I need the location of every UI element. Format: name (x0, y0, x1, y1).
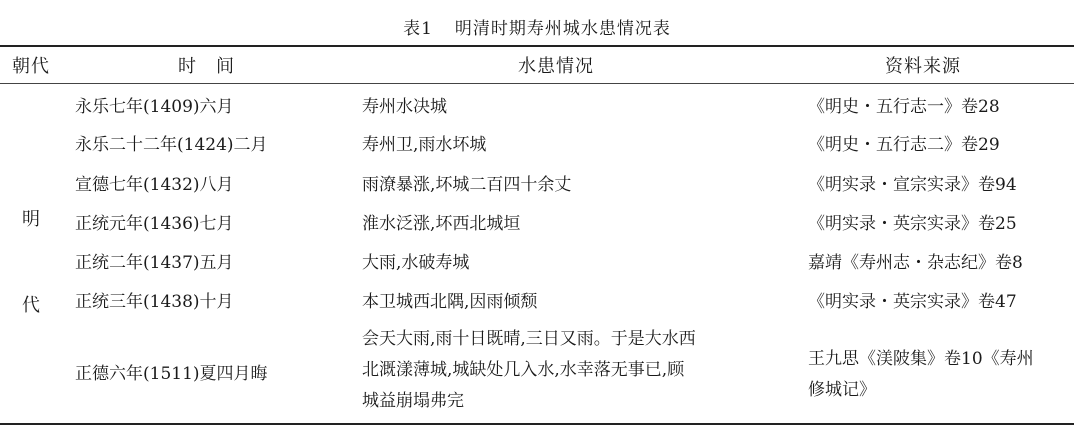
row-1-situation: 寿州卫,雨水坏城 (362, 135, 487, 155)
header-time: 时 间 (178, 56, 235, 77)
dynasty-char-1: 明 (22, 209, 40, 230)
row-4-situation: 大雨,水破寿城 (362, 253, 470, 273)
row-0-time: 永乐七年(1409)六月 (75, 97, 234, 117)
row-2-situation: 雨潦暴涨,坏城二百四十余丈 (362, 175, 572, 195)
row-2-source: 《明实录・宣宗实录》卷94 (808, 175, 1017, 195)
top-rule (0, 45, 1074, 47)
row-4-time: 正统二年(1437)五月 (75, 253, 234, 273)
row-3-situation: 淮水泛涨,坏西北城垣 (362, 214, 521, 234)
row-6-situation-line-1: 会天大雨,雨十日既晴,三日又雨。于是大水西 (362, 329, 696, 349)
row-6-situation-line-2: 北溉漾薄城,城缺处几入水,水幸落无事已,顾 (362, 360, 685, 380)
table-number: 表1 (403, 19, 433, 39)
row-6-time: 正德六年(1511)夏四月晦 (75, 364, 268, 384)
header-rule (0, 83, 1074, 84)
dynasty-char-2: 代 (22, 295, 40, 316)
row-6-source-line-1: 王九思《渼陂集》卷10《寿州 (808, 349, 1034, 369)
row-6-situation (362, 324, 802, 417)
row-0-source: 《明史・五行志一》卷28 (808, 97, 1000, 117)
table-title: 明清时期寿州城水患情况表 (454, 19, 671, 39)
header-situation: 水患情况 (518, 56, 594, 77)
row-1-time: 永乐二十二年(1424)二月 (75, 135, 268, 155)
table-caption (0, 14, 1074, 39)
row-3-time: 正统元年(1436)七月 (75, 214, 234, 234)
row-0-situation: 寿州水决城 (362, 97, 447, 117)
row-3-source: 《明实录・英宗实录》卷25 (808, 214, 1017, 234)
header-source: 资料来源 (885, 56, 961, 77)
row-5-situation: 本卫城西北隅,因雨倾颓 (362, 292, 538, 312)
row-6-source-line-2: 修城记》 (808, 380, 876, 400)
row-4-source: 嘉靖《寿州志・杂志纪》卷8 (808, 253, 1023, 273)
row-6-source (808, 344, 1068, 406)
row-1-source: 《明史・五行志二》卷29 (808, 135, 1000, 155)
row-5-time: 正统三年(1438)十月 (75, 292, 234, 312)
header-dynasty: 朝代 (12, 56, 50, 77)
row-2-time: 宣德七年(1432)八月 (75, 175, 234, 195)
row-6-situation-line-3: 城益崩塌弗完 (362, 391, 464, 411)
row-5-source: 《明实录・英宗实录》卷47 (808, 292, 1017, 312)
